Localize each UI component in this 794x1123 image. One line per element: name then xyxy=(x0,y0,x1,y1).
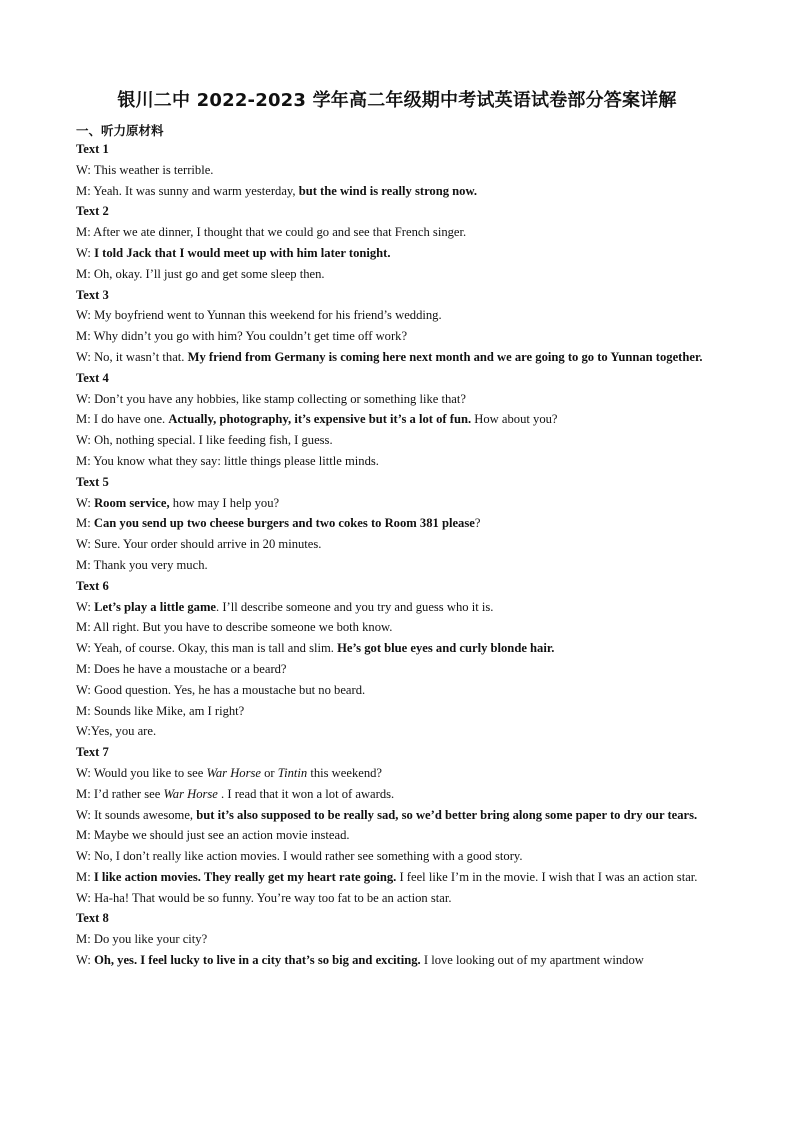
dialogue-line xyxy=(76,846,712,867)
dialogue-line xyxy=(76,389,712,410)
speaker-label: M: xyxy=(76,557,94,572)
speaker-label: M: xyxy=(76,453,94,468)
speaker-label: M: xyxy=(76,661,94,676)
dialogue-text: I love looking out of my apartment window xyxy=(420,953,644,968)
dialogue-text: Does he have a moustache or a beard? xyxy=(93,661,287,676)
dialogue-line xyxy=(76,555,712,576)
speaker-label: W: xyxy=(76,641,94,656)
section-heading: 一、听力原材料 xyxy=(76,123,164,138)
film-title: War Horse xyxy=(206,765,261,780)
speaker-label: M: xyxy=(76,932,94,947)
speaker-label: W: xyxy=(76,599,95,614)
dialogue-line xyxy=(76,805,712,826)
dialogue-line xyxy=(76,243,712,264)
text-heading: Text 2 xyxy=(76,204,109,219)
text-heading: Text 7 xyxy=(76,745,109,760)
dialogue-text: Would you like to see xyxy=(93,765,207,780)
dialogue-text: Maybe we should just see an action movie instead. xyxy=(93,828,350,843)
answer-highlight: Actually, photography, it’s expensive but it’s a lot of fun. xyxy=(168,412,472,427)
answer-highlight: Room service, xyxy=(94,495,173,510)
speaker-label: W: xyxy=(76,849,95,864)
dialogue-text: Oh, nothing special. I like feeding fish, I guess. xyxy=(94,433,333,448)
speaker-label: W: xyxy=(76,953,95,968)
film-title: War Horse xyxy=(163,786,218,801)
speaker-label: M: xyxy=(76,703,94,718)
dialogue-text: Yes, you are. xyxy=(90,724,157,739)
dialogue-text: You know what they say: little things please little minds. xyxy=(93,453,379,468)
dialogue-text: Thank you very much. xyxy=(93,557,208,572)
speaker-label: W: xyxy=(76,807,95,822)
speaker-label: W: xyxy=(76,245,95,260)
text-heading: Text 4 xyxy=(76,370,109,385)
speaker-label: W: xyxy=(76,724,91,739)
answer-highlight: Oh, yes. I feel lucky to live in a city that’s so big and exciting. xyxy=(94,953,421,968)
dialogue-line xyxy=(76,264,712,285)
dialogue-text: . I’ll describe someone and you try and guess who it is. xyxy=(216,599,494,614)
dialogue-line xyxy=(76,160,712,181)
speaker-label: M: xyxy=(76,828,94,843)
dialogue-line xyxy=(76,638,712,659)
speaker-label: M: xyxy=(76,266,94,281)
dialogue-text: How about you? xyxy=(471,412,558,427)
dialogue-line xyxy=(76,451,712,472)
text-heading: Text 8 xyxy=(76,911,109,926)
dialogue-text: ? xyxy=(474,516,481,531)
dialogue-line xyxy=(76,347,712,368)
dialogue-text: It sounds awesome, xyxy=(94,807,197,822)
answer-highlight: My friend from Germany is coming here next month and we are going to go to Yunnan together. xyxy=(187,349,703,364)
dialogue-text: Sure. Your order should arrive in 20 minutes. xyxy=(94,537,322,552)
speaker-label: W: xyxy=(76,890,95,905)
dialogue-line xyxy=(76,867,712,888)
speaker-label: M: xyxy=(76,620,94,635)
dialogue-line xyxy=(76,888,712,909)
speaker-label: W: xyxy=(76,349,95,364)
speaker-label: W: xyxy=(76,433,95,448)
dialogue-line xyxy=(76,305,712,326)
dialogue-line xyxy=(76,721,712,742)
dialogue-line xyxy=(76,784,712,805)
film-title: Tintin xyxy=(277,765,308,780)
speaker-label: W: xyxy=(76,308,95,323)
dialogue-text: No, it wasn’t that. xyxy=(94,349,188,364)
speaker-label: W: xyxy=(76,162,94,177)
dialogue-text: Yeah. It was sunny and warm yesterday, xyxy=(93,183,299,198)
dialogue-text: All right. But you have to describe someone we both know. xyxy=(93,620,393,635)
dialogue-line xyxy=(76,326,712,347)
speaker-label: M: xyxy=(76,329,94,344)
dialogue-line xyxy=(76,617,712,638)
dialogue-text: After we ate dinner, I thought that we could go and see that French singer. xyxy=(93,225,467,240)
dialogue-text: No, I don’t really like action movies. I would rather see something with a good story. xyxy=(94,849,523,864)
transcript-body xyxy=(76,139,712,971)
answer-highlight: Let’s play a little game xyxy=(94,599,217,614)
speaker-label: M: xyxy=(76,412,94,427)
speaker-label: W: xyxy=(76,682,95,697)
dialogue-line xyxy=(76,597,712,618)
dialogue-line xyxy=(76,763,712,784)
dialogue-line xyxy=(76,950,712,971)
dialogue-line xyxy=(76,680,712,701)
answer-highlight: but the wind is really strong now. xyxy=(298,183,478,198)
text-heading: Text 1 xyxy=(76,142,109,156)
answer-highlight: He’s got blue eyes and curly blonde hair. xyxy=(337,641,555,656)
speaker-label: M: xyxy=(76,516,94,531)
speaker-label: W: xyxy=(76,765,94,780)
dialogue-line xyxy=(76,181,712,202)
dialogue-line xyxy=(76,409,712,430)
speaker-label: W: xyxy=(76,391,95,406)
dialogue-text: this weekend? xyxy=(307,765,383,780)
dialogue-text: I’d rather see xyxy=(93,786,164,801)
dialogue-text: Oh, okay. I’ll just go and get some sleep then. xyxy=(93,266,325,281)
dialogue-line xyxy=(76,701,712,722)
speaker-label: M: xyxy=(76,869,94,884)
dialogue-text: or xyxy=(260,765,278,780)
dialogue-text: . I read that it won a lot of awards. xyxy=(217,786,395,801)
dialogue-text: Sounds like Mike, am I right? xyxy=(93,703,245,718)
text-heading: Text 3 xyxy=(76,287,109,302)
dialogue-line xyxy=(76,825,712,846)
answer-highlight: Can you send up two cheese burgers and two cokes to Room 381 please xyxy=(93,516,475,531)
dialogue-text: Don’t you have any hobbies, like stamp collecting or something like that? xyxy=(94,391,466,406)
speaker-label: M: xyxy=(76,225,94,240)
answer-highlight: but it’s also supposed to be really sad, so we’d better bring along some paper to dry our tears. xyxy=(196,807,698,822)
dialogue-text: I feel like I’m in the movie. I wish that I was an action star. xyxy=(396,869,698,884)
speaker-label: M: xyxy=(76,183,94,198)
dialogue-line xyxy=(76,493,712,514)
text-heading: Text 5 xyxy=(76,474,109,489)
dialogue-text: I do have one. xyxy=(93,412,169,427)
dialogue-text: My boyfriend went to Yunnan this weekend for his friend’s wedding. xyxy=(94,308,442,323)
dialogue-text: This weather is terrible. xyxy=(93,162,214,177)
dialogue-line xyxy=(76,659,712,680)
dialogue-text: Ha-ha! That would be so funny. You’re way too fat to be an action star. xyxy=(94,890,452,905)
speaker-label: M: xyxy=(76,786,94,801)
dialogue-text: Good question. Yes, he has a moustache but no beard. xyxy=(94,682,366,697)
speaker-label: W: xyxy=(76,537,95,552)
document-title: 银川二中 2022-2023 学年高二年级期中考试英语试卷部分答案详解 xyxy=(117,90,677,111)
answer-highlight: I told Jack that I would meet up with him later tonight. xyxy=(94,245,391,260)
dialogue-line xyxy=(76,513,712,534)
answer-highlight: I like action movies. They really get my heart rate going. xyxy=(93,869,397,884)
dialogue-text: Why didn’t you go with him? You couldn’t get time off work? xyxy=(93,329,408,344)
dialogue-line xyxy=(76,534,712,555)
dialogue-text: Do you like your city? xyxy=(93,932,208,947)
dialogue-line xyxy=(76,430,712,451)
dialogue-line xyxy=(76,222,712,243)
speaker-label: W: xyxy=(76,495,95,510)
dialogue-line xyxy=(76,929,712,950)
dialogue-text: how may I help you? xyxy=(172,495,280,510)
text-heading: Text 6 xyxy=(76,578,109,593)
dialogue-text: Yeah, of course. Okay, this man is tall and slim. xyxy=(93,641,338,656)
